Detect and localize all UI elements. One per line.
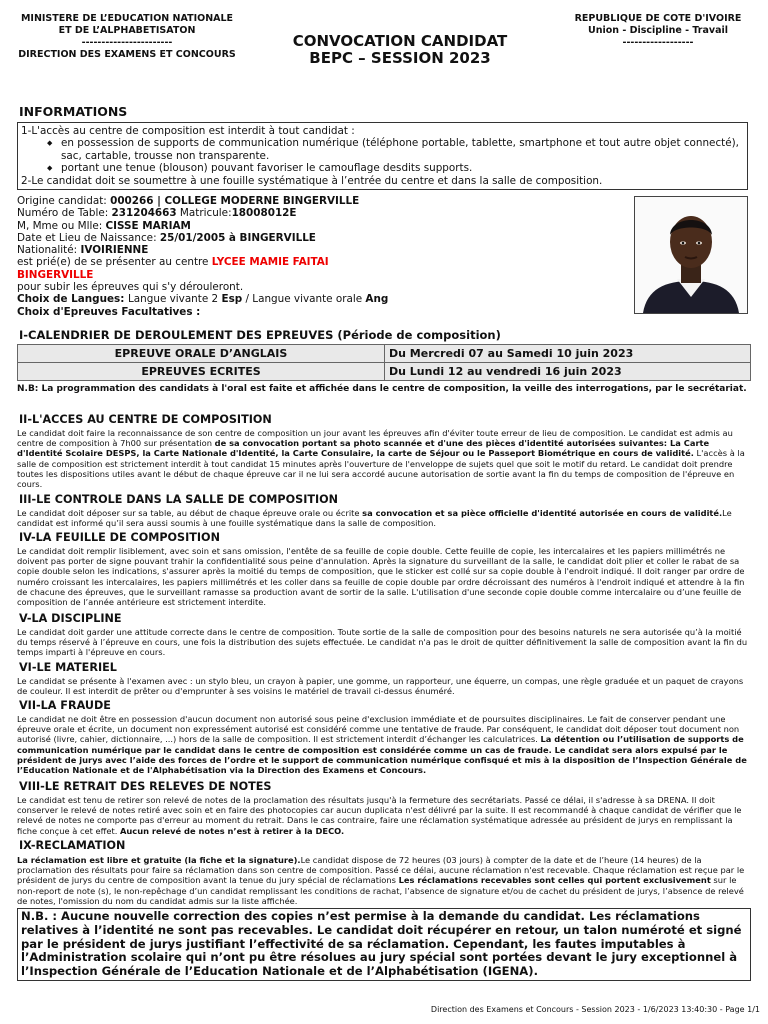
origin-label: Origine candidat:: [17, 195, 111, 207]
candidate-photo: [634, 196, 748, 314]
s2-bold-1: de sa convocation portant sa photo scannée et d'une des pièces d'identité autorisées suivantes: La Carte d'Identité Scolaire DESPS, la Carte Nationale d'Identité, la Carte Consulaire, la carte de Séjour ou le Passeport Biométrique en cours de validité.: [17, 438, 710, 459]
page-title: [270, 33, 530, 67]
title-line-1: CONVOCATION CANDIDAT: [292, 32, 508, 50]
nationality-row: [17, 244, 617, 256]
calendar-table: [17, 344, 751, 381]
matricule-label: Matricule:: [176, 207, 232, 220]
s8-bold-1: Aucun relevé de notes n’est à retirer à la DECO.: [119, 825, 345, 836]
nationality-label: Nationalité:: [17, 244, 81, 257]
s2-text-2: L'accès à la salle de composition est strictement interdit à tout candidat 15 minutes après l'ouverture de l'enveloppe de sujets quel que soit le motif du retard. Le candidat doit prendre toutes les dispositions utiles avant le début de chaque épreuve car il ne lui sera accordé aucune autorisation de sortie avant la fin du temps de composition de l'épreuve en cours.: [17, 448, 745, 490]
s9-text-1: Le candidat dispose de 72 heures (03 jours) à compter de la date et de l’heure (14 heures) de la proclamation des résultats pour faire sa réclamation dans son centre de composition. Passé ce délai, aucune réclamation n'est recevable. Chaque réclamation est reçue par le président de jurys du centre de composition avant la tenue du jury spécial de réclamations: [17, 855, 745, 886]
section-2-heading: II-L'ACCES AU CENTRE DE COMPOSITION: [19, 413, 272, 426]
republic-motto: Union - Discipline - Travail: [588, 25, 728, 36]
informations-box: [17, 122, 748, 190]
republic-header: [560, 13, 756, 49]
republic-separator: ------------------: [622, 37, 694, 48]
lang-text-1: Langue vivante 2: [128, 293, 222, 306]
lang-value-1: Esp: [221, 293, 243, 306]
birth-label: Date et Lieu de Naissance:: [17, 231, 160, 244]
candidate-info: [17, 195, 617, 318]
s9-bold-1: La réclamation est libre et gratuite (la fiche et la signature).: [17, 855, 301, 865]
calendar-note: N.B: La programmation des candidats à l'oral est faite et affichée dans le centre de composition, la veille des interrogations, par le secrétariat.: [17, 384, 747, 394]
name-label: M, Mme ou Mlle:: [17, 219, 106, 232]
section-6-text: Le candidat se présente à l'examen avec : un stylo bleu, un crayon à papier, une gomme, un rapporteur, une équerre, un compas, une règle graduée et un paquet de crayons de couleur. Il est interdit de prêter ou d'emprunter à ses voisins le matériel de travail ci-dessus énuméré.: [17, 676, 744, 697]
suffer-row: pour subir les épreuves qui s'y dérouleront.: [17, 281, 244, 294]
section-9-text: [17, 855, 751, 906]
info-line-2: 2-Le candidat doit se soumettre à une fouille systématique à l’entrée du centre et dans la salle de composition.: [21, 174, 603, 187]
facultatives-row: [17, 306, 617, 318]
section-2-text: [17, 428, 751, 489]
ministry-header: [14, 13, 240, 61]
section-4-heading: IV-LA FEUILLE DE COMPOSITION: [19, 531, 220, 544]
section-8-heading: VIII-LE RETRAIT DES RELEVES DE NOTES: [19, 780, 272, 793]
info-line-1: 1-L'accès au centre de composition est interdit à tout candidat :: [21, 125, 355, 137]
s7-bold-1: La détention ou l’utilisation de supports de communication numérique par le candidat dans le centre de composition est considérée comme un cas de fraude. Le candidat sera alors expulsé par le président de jurys avec l’aide des forces de l’ordre et le support de communication numérique confisqué et mis à la disposition de l’Inspection Générale de l’Education Nationale et de l'Alphabétisation via la Direction des Examens et Concours.: [17, 734, 747, 776]
section-5-text: Le candidat doit garder une attitude correcte dans le centre de composition. Toute sortie de la salle de composition pour des besoins naturels ne sera autorisée qu’à la moitié du temps réservé à l’épreuve en cours, une fois la distribution des sujets effectuée. Le candidat n'a pas le droit de quitter définitivement la salle de composition avant la fin du temps imparti à l'épreuve en cours.: [17, 627, 748, 658]
page-footer: Direction des Examens et Concours - Session 2023 - 1/6/2023 13:40:30 - Page 1/1: [430, 1005, 760, 1014]
ministry-line-1: MINISTERE DE L’EDUCATION NATIONALE: [20, 13, 234, 24]
candidate-name: CISSE MARIAM: [105, 219, 191, 232]
origin-value: 000266 | COLLEGE MODERNE BINGERVILLE: [110, 195, 360, 207]
s3-text-1: Le candidat doit déposer sur sa table, au début de chaque épreuve orale ou écrite: [17, 508, 363, 518]
informations-heading: INFORMATIONS: [19, 104, 128, 119]
table-label: Numéro de Table:: [17, 207, 112, 220]
final-note-box: N.B. : Aucune nouvelle correction des copies n’est permise à la demande du candidat. Les réclamations relatives à l’identité ne sont pas recevables. Le candidat doit récupérer en retour, un talon numéroté et signé par le président de jurys justifiant l’effectivité de sa réclamation. Cependant, les fautes imputables à l’Administration scolaire qui n’ont pu être résolues au jury spécial sont portées devant le jury exceptionnel à l’Inspection Générale de l’Education Nationale et de l’Alphabétisation (IGENA).: [17, 908, 751, 981]
lang-text-2: / Langue vivante orale: [242, 293, 366, 306]
section-5-heading: V-LA DISCIPLINE: [19, 612, 122, 625]
dates-ecrit: Du Lundi 12 au vendredi 16 juin 2023: [385, 363, 751, 381]
nationality-value: IVOIRIENNE: [80, 244, 149, 257]
table-number: 231204663: [111, 207, 177, 220]
birth-value: 25/01/2005 à BINGERVILLE: [159, 231, 316, 244]
title-line-2: BEPC – SESSION 2023: [309, 49, 491, 67]
ministry-separator: -----------------------: [81, 37, 173, 48]
section-6-heading: VI-LE MATERIEL: [19, 661, 117, 674]
s9-text-2: sur le non-report de note (s), le non-repêchage d’un candidat remplissant les conditions de rachat, l’absence de signature et/ou de cachet du président de jurys, l’absence de relevé de notes, l'omission du nom du candidat admis sur la liste affichée.: [17, 875, 744, 906]
s7-text-1: Le candidat ne doit être en possession d'aucun document non autorisé sous peine d'exclusion immédiate et de poursuites disciplinaires. Le fait de conserver pendant une épreuve orale et écrite, un document non expressément autorisé est considéré comme une tentative de fraude. Par conséquent, le candidat doit déposer tout document non autorisé (livre, cahier, dictionnaire, ...) hors de la salle de composition. Il est strictement interdit d’échanger les calculatrices.: [17, 714, 740, 745]
s3-text-2: Le candidat est informé qu’il sera aussi soumis à une fouille systématique dans la salle de composition.: [17, 508, 732, 529]
calendar-heading: I-CALENDRIER DE DEROULEMENT DES EPREUVES (Période de composition): [19, 328, 501, 342]
section-7-text: [17, 714, 751, 775]
dates-oral: Du Mercredi 07 au Samedi 10 juin 2023: [385, 345, 751, 363]
section-9-heading: IX-RECLAMATION: [19, 839, 126, 852]
s9-bold-2: Les réclamations recevables sont celles qui portent exclusivement: [398, 875, 711, 886]
portrait-image: [635, 197, 747, 313]
epreuve-ecrit: EPREUVES ECRITES: [18, 363, 385, 381]
section-7-heading: VII-LA FRAUDE: [19, 699, 111, 712]
s8-text-1: Le candidat est tenu de retirer son relevé de notes de la proclamation des résultats jusqu'à la fermeture des secrétariats. Passé ce délai, il s'adresse à sa DRENA. Il doit conserver le relevé de notes retiré avec soin et en faire des photocopies car aucun duplicata n'est délivré par la suite. Il est recommandé à chaque candidat de vérifier que le relevé de notes ne comporte pas d'erreur au moment du retrait. Dans le cas contraire, faire une réclamation systématique adressée au président de jurys en remplissant la fiche conçue à cet effet.: [17, 795, 742, 836]
info-bullets: [21, 137, 747, 174]
table-row: [17, 207, 617, 219]
center-value: LYCEE MAMIE FAITAI BINGERVILLE: [17, 256, 329, 281]
center-row: [17, 256, 347, 281]
info-bullet-1: ◆ en possession de supports de communication numérique (téléphone portable, tablette, smartphone et tout autre objet connecté), sac, cartable, trousse non transparente.: [47, 137, 747, 162]
languages-row: [17, 293, 617, 305]
matricule-value: 18008012E: [231, 207, 297, 220]
section-4-text: Le candidat doit remplir lisiblement, avec soin et sans omission, l'entête de sa feuille de copie double. Cette feuille de copie, les intercalaires et les papiers millimétrés ne doivent pas porter de signe pouvant trahir la confidentialité sous peine d'annulation. Après la signature du surveillant de la salle, le candidat doit plier et coller le rabat de sa copie double selon les indications, s'assurer après la moitié du temps de composition, que le sticker est collé sur sa copie double à l'endroit indiqué. Il doit ranger par ordre de numéro croissant les intercalaires, les papiers millimétrés et les coller dans sa feuille de copie double par ordre décroissant des numéros à l'endroit indiqué et attendre à la fin de chacune des épreuves, que le surveillant ramasse sa production avant de sortir de la salle. L'utilisation d'une seconde copie double comme intercalaire ou d’une feuille de composition de l’année antérieure est strictement interdite.: [17, 546, 745, 608]
s2-text-1: Le candidat doit faire la reconnaissance de son centre de composition un jour avant les épreuves afin d'éviter toute erreur de lieu de composition. Le candidat est admis au centre de composition à 7h00 sur présentation: [17, 428, 733, 449]
s3-bold-1: sa convocation et sa pièce officielle d'identité autorisée en cours de validité.: [362, 508, 723, 518]
epreuve-oral: EPREUVE ORALE D’ANGLAIS: [18, 345, 385, 363]
name-row: [17, 220, 617, 232]
section-3-text: [17, 508, 751, 528]
calendar-row-oral: [18, 345, 751, 363]
section-8-text: [17, 795, 751, 836]
lang-value-2: Ang: [365, 293, 389, 306]
info-bullet-2: ◆ portant une tenue (blouson) pouvant favoriser le camouflage desdits supports.: [47, 162, 747, 174]
calendar-row-ecrit: [18, 363, 751, 381]
languages-label: Choix de Langues:: [17, 293, 129, 306]
ministry-line-2: ET DE L’ALPHABETISATON: [58, 25, 196, 36]
section-3-heading: III-LE CONTROLE DANS LA SALLE DE COMPOSITION: [19, 493, 339, 506]
direction-line: DIRECTION DES EXAMENS ET CONCOURS: [18, 49, 236, 60]
origin-row: [17, 195, 617, 207]
birth-row: [17, 232, 617, 244]
center-label: est prié(e) de se présenter au centre: [17, 256, 212, 269]
republic-line-1: REPUBLIQUE DE COTE D'IVOIRE: [574, 13, 742, 24]
facultatives-label: Choix d'Epreuves Facultatives :: [17, 305, 201, 318]
